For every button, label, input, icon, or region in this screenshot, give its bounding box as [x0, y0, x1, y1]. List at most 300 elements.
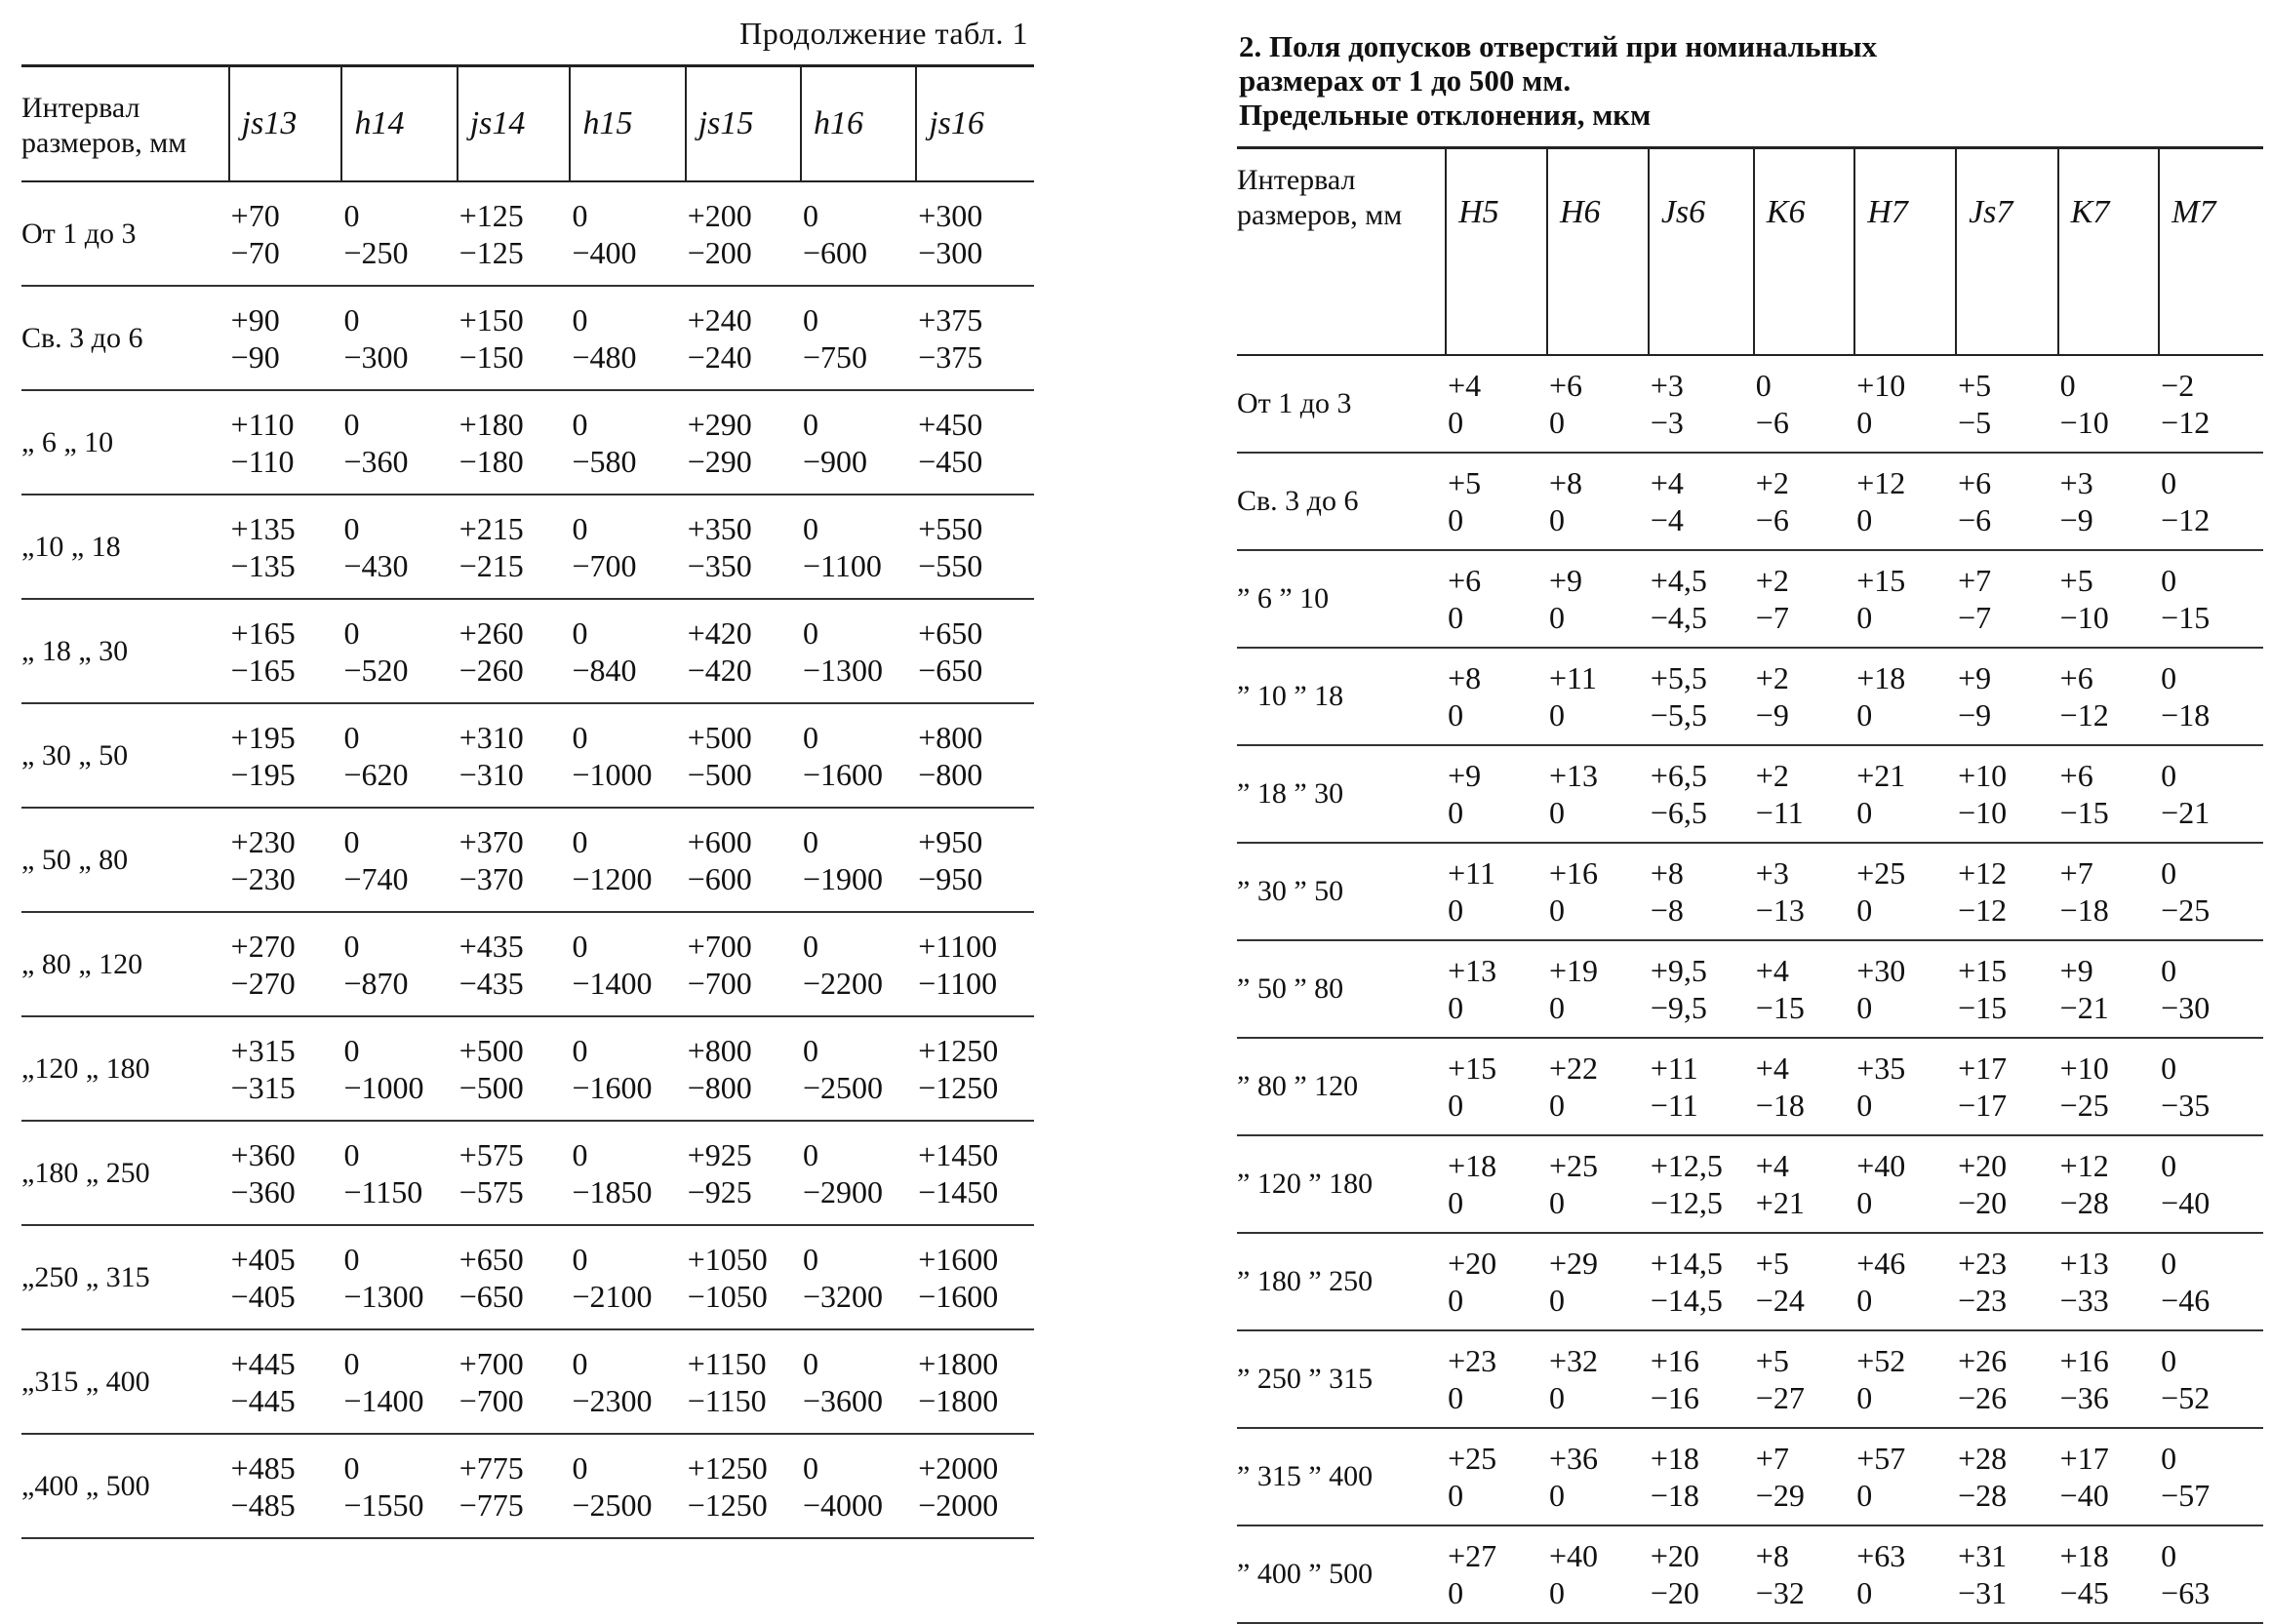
table-1-header-row: [21, 66, 1034, 182]
upper-deviation: +9: [1448, 758, 1482, 793]
upper-deviation: 0: [572, 614, 588, 651]
lower-deviation: −1400: [343, 1382, 424, 1418]
lower-deviation: −165: [230, 652, 296, 688]
lower-deviation: 0: [1548, 1478, 1565, 1513]
lower-deviation: −1250: [918, 1069, 999, 1105]
deviation-cell: [458, 808, 571, 912]
lower-deviation: 0: [1548, 600, 1565, 635]
upper-deviation: +4: [1755, 1050, 1789, 1086]
deviation-cell: [916, 181, 1034, 286]
lower-deviation: −575: [458, 1173, 524, 1209]
deviation-cell: [1956, 843, 2058, 940]
table-row: [1237, 1525, 2263, 1623]
lower-deviation: −150: [458, 338, 524, 375]
deviation-cell: [570, 181, 685, 286]
lower-deviation: −445: [230, 1382, 296, 1418]
deviation-cell: [1754, 648, 1854, 745]
lower-deviation: −52: [2161, 1380, 2211, 1415]
interval-label: ” 10 ” 18: [1237, 648, 1446, 745]
lower-deviation: 0: [1856, 1283, 1873, 1318]
lower-deviation: −36: [2059, 1380, 2109, 1415]
deviation-cell: [916, 1434, 1034, 1538]
upper-deviation: +31: [1958, 1538, 2008, 1573]
upper-deviation: 0: [572, 1032, 588, 1068]
upper-deviation: +7: [1755, 1441, 1789, 1476]
deviation-cell: [570, 1434, 685, 1538]
deviation-cell: [1446, 648, 1547, 745]
deviation-cell: [1649, 550, 1754, 648]
column-header: h15: [570, 66, 685, 182]
lower-deviation: 0: [1856, 1478, 1873, 1513]
lower-deviation: −580: [572, 443, 637, 479]
upper-deviation: +6: [1548, 368, 1583, 403]
lower-deviation: −3: [1650, 405, 1684, 440]
lower-deviation: −500: [687, 756, 752, 792]
lower-deviation: 0: [1548, 1185, 1565, 1220]
lower-deviation: 0: [1856, 1575, 1873, 1610]
upper-deviation: +10: [1856, 368, 1906, 403]
upper-deviation: 0: [2161, 1050, 2177, 1086]
upper-deviation: +18: [1856, 660, 1906, 695]
upper-deviation: +700: [687, 928, 752, 964]
upper-deviation: +6: [1448, 563, 1482, 598]
upper-deviation: −2: [2161, 368, 2195, 403]
lower-deviation: −24: [1755, 1283, 1805, 1318]
column-header: Js7: [1956, 148, 2058, 356]
lower-deviation: 0: [1448, 502, 1464, 537]
deviation-cell: [2058, 550, 2159, 648]
upper-deviation: +12: [2059, 1148, 2109, 1183]
deviation-cell: [570, 1121, 685, 1225]
deviation-cell: [686, 1225, 801, 1329]
deviation-cell: [686, 495, 801, 599]
deviation-cell: [1956, 1525, 2058, 1623]
deviation-cell: [1956, 1233, 2058, 1330]
upper-deviation: +18: [1448, 1148, 1497, 1183]
table-row: [21, 1016, 1034, 1121]
lower-deviation: −16: [1650, 1380, 1699, 1415]
deviation-cell: [229, 495, 342, 599]
upper-deviation: +2000: [918, 1449, 999, 1485]
upper-deviation: +25: [1548, 1148, 1599, 1183]
upper-deviation: 0: [343, 823, 360, 859]
upper-deviation: +21: [1856, 758, 1906, 793]
deviation-cell: [916, 390, 1034, 495]
upper-deviation: 0: [2161, 1441, 2177, 1476]
table-row: [21, 599, 1034, 703]
deviation-cell: [916, 703, 1034, 808]
lower-deviation: −29: [1755, 1478, 1805, 1513]
deviation-cell: [2159, 453, 2263, 550]
column-header: js14: [458, 66, 571, 182]
lower-deviation: −20: [1650, 1575, 1699, 1610]
lower-deviation: −32: [1755, 1575, 1805, 1610]
deviation-cell: [801, 1329, 916, 1434]
deviation-cell: [2058, 355, 2159, 453]
lower-deviation: −12: [2059, 697, 2109, 733]
deviation-cell: [1446, 355, 1547, 453]
deviation-cell: [1854, 1428, 1956, 1525]
deviation-cell: [570, 912, 685, 1016]
lower-deviation: −57: [2161, 1478, 2211, 1513]
lower-deviation: −25: [2059, 1088, 2109, 1123]
interval-label: От 1 до 3: [21, 181, 229, 286]
table-1-caption: Продолжение табл. 1: [739, 16, 1028, 51]
deviation-cell: [801, 1121, 916, 1225]
lower-deviation: −1400: [572, 965, 653, 1001]
upper-deviation: 0: [572, 406, 588, 442]
deviation-cell: [570, 390, 685, 495]
lower-deviation: 0: [1548, 1283, 1565, 1318]
lower-deviation: −310: [458, 756, 524, 792]
table-2-title-line: 2. Поля допусков отверстий при номинальных: [1239, 29, 1878, 63]
deviation-cell: [1446, 1233, 1547, 1330]
lower-deviation: −1300: [802, 652, 884, 688]
upper-deviation: +12: [1856, 465, 1906, 500]
upper-deviation: 0: [2059, 368, 2076, 403]
lower-deviation: −435: [458, 965, 524, 1001]
lower-deviation: −28: [2059, 1185, 2109, 1220]
upper-deviation: +40: [1856, 1148, 1906, 1183]
deviation-cell: [916, 808, 1034, 912]
upper-deviation: +435: [458, 928, 524, 964]
interval-label: ” 400 ” 500: [1237, 1525, 1446, 1623]
lower-deviation: −1550: [343, 1486, 424, 1523]
interval-label: ” 50 ” 80: [1237, 940, 1446, 1038]
upper-deviation: 0: [802, 510, 818, 546]
upper-deviation: +18: [1650, 1441, 1699, 1476]
lower-deviation: −4: [1650, 502, 1684, 537]
deviation-cell: [1649, 1233, 1754, 1330]
lower-deviation: −25: [2161, 892, 2211, 928]
upper-deviation: +485: [230, 1449, 296, 1485]
deviation-cell: [1754, 843, 1854, 940]
deviation-cell: [2159, 1135, 2263, 1233]
deviation-cell: [458, 1329, 571, 1434]
lower-deviation: 0: [1856, 795, 1873, 830]
lower-deviation: −27: [1755, 1380, 1805, 1415]
lower-deviation: −485: [230, 1486, 296, 1523]
deviation-cell: [1956, 453, 2058, 550]
deviation-cell: [1649, 940, 1754, 1038]
upper-deviation: +375: [918, 301, 983, 337]
deviation-cell: [1754, 355, 1854, 453]
upper-deviation: +240: [687, 301, 752, 337]
lower-deviation: −500: [458, 1069, 524, 1105]
table-row: [1237, 1330, 2263, 1428]
lower-deviation: −3200: [802, 1278, 884, 1314]
upper-deviation: 0: [802, 928, 818, 964]
deviation-cell: [341, 181, 457, 286]
deviation-cell: [1446, 1330, 1547, 1428]
upper-deviation: 0: [572, 301, 588, 337]
lower-deviation: −110: [230, 443, 295, 479]
lower-deviation: −1100: [802, 547, 882, 583]
upper-deviation: 0: [343, 1032, 360, 1068]
lower-deviation: −63: [2161, 1575, 2211, 1610]
upper-deviation: +63: [1856, 1538, 1906, 1573]
lower-deviation: −180: [458, 443, 524, 479]
deviation-cell: [1854, 550, 1956, 648]
table-row: [21, 1121, 1034, 1225]
upper-deviation: +6: [2059, 660, 2093, 695]
upper-deviation: 0: [2161, 660, 2177, 695]
deviation-cell: [1547, 648, 1649, 745]
deviation-cell: [1754, 453, 1854, 550]
deviation-cell: [2058, 1135, 2159, 1233]
lower-deviation: −1300: [343, 1278, 424, 1314]
lower-deviation: 0: [1856, 990, 1873, 1025]
upper-deviation: +300: [918, 197, 983, 233]
deviation-cell: [916, 912, 1034, 1016]
lower-deviation: −90: [230, 338, 280, 375]
interval-header: [1237, 148, 1446, 356]
interval-label: Св. 3 до 6: [21, 286, 229, 390]
deviation-cell: [801, 1225, 916, 1329]
deviation-cell: [458, 495, 571, 599]
table-row: [1237, 355, 2263, 453]
upper-deviation: 0: [802, 823, 818, 859]
deviation-cell: [341, 703, 457, 808]
deviation-cell: [686, 1434, 801, 1538]
lower-deviation: −300: [918, 234, 983, 270]
lower-deviation: −620: [343, 756, 409, 792]
interval-header-line: размеров, мм: [1237, 199, 1403, 231]
upper-deviation: 0: [343, 510, 360, 546]
lower-deviation: 0: [1548, 502, 1565, 537]
lower-deviation: −2300: [572, 1382, 653, 1418]
lower-deviation: −840: [572, 652, 637, 688]
deviation-cell: [2058, 1038, 2159, 1135]
lower-deviation: −1000: [572, 756, 653, 792]
table-1: [21, 64, 1034, 1539]
deviation-cell: [801, 181, 916, 286]
lower-deviation: −800: [687, 1069, 752, 1105]
lower-deviation: 0: [1448, 1478, 1464, 1513]
deviation-cell: [570, 599, 685, 703]
lower-deviation: 0: [1448, 1185, 1464, 1220]
deviation-cell: [1854, 940, 1956, 1038]
upper-deviation: 0: [343, 197, 360, 233]
deviation-cell: [1956, 1330, 2058, 1428]
column-header: H7: [1854, 148, 1956, 356]
lower-deviation: −15: [1958, 990, 2008, 1025]
lower-deviation: −925: [687, 1173, 752, 1209]
lower-deviation: 0: [1448, 1088, 1464, 1123]
upper-deviation: +32: [1548, 1343, 1599, 1378]
upper-deviation: +500: [458, 1032, 524, 1068]
interval-label: ” 18 ” 30: [1237, 745, 1446, 843]
deviation-cell: [1854, 745, 1956, 843]
upper-deviation: +600: [687, 823, 752, 859]
interval-label: „ 6 „ 10: [21, 390, 229, 495]
lower-deviation: −2500: [802, 1069, 884, 1105]
upper-deviation: +10: [2059, 1050, 2109, 1086]
deviation-cell: [686, 703, 801, 808]
lower-deviation: −45: [2059, 1575, 2109, 1610]
interval-label: „400 „ 500: [21, 1434, 229, 1538]
upper-deviation: +165: [230, 614, 296, 651]
upper-deviation: 0: [343, 719, 360, 755]
column-header: M7: [2159, 148, 2263, 356]
deviation-cell: [1547, 940, 1649, 1038]
lower-deviation: −360: [343, 443, 409, 479]
upper-deviation: 0: [572, 719, 588, 755]
interval-header-line: размеров, мм: [21, 127, 187, 159]
lower-deviation: −1600: [802, 756, 884, 792]
lower-deviation: −1900: [802, 860, 884, 896]
deviation-cell: [229, 703, 342, 808]
lower-deviation: 0: [1548, 1575, 1565, 1610]
upper-deviation: 0: [2161, 465, 2177, 500]
upper-deviation: +22: [1548, 1050, 1599, 1086]
upper-deviation: +575: [458, 1136, 524, 1172]
upper-deviation: +8: [1650, 855, 1684, 891]
lower-deviation: −8: [1650, 892, 1684, 928]
upper-deviation: 0: [2161, 563, 2177, 598]
table-row: [1237, 648, 2263, 745]
upper-deviation: 0: [802, 197, 818, 233]
deviation-cell: [1547, 1135, 1649, 1233]
deviation-cell: [1547, 843, 1649, 940]
lower-deviation: −18: [1755, 1088, 1805, 1123]
lower-deviation: −26: [1958, 1380, 2008, 1415]
upper-deviation: +9: [1548, 563, 1583, 598]
deviation-cell: [1956, 355, 2058, 453]
lower-deviation: −12: [2161, 502, 2211, 537]
upper-deviation: +13: [1548, 758, 1599, 793]
interval-label: „ 80 „ 120: [21, 912, 229, 1016]
deviation-cell: [1649, 1525, 1754, 1623]
upper-deviation: +315: [230, 1032, 296, 1068]
deviation-cell: [1754, 1330, 1854, 1428]
deviation-cell: [686, 181, 801, 286]
lower-deviation: −18: [2059, 892, 2109, 928]
interval-label: ” 80 ” 120: [1237, 1038, 1446, 1135]
lower-deviation: −2100: [572, 1278, 653, 1314]
upper-deviation: +1150: [687, 1345, 767, 1381]
deviation-cell: [2159, 1330, 2263, 1428]
upper-deviation: +135: [230, 510, 296, 546]
lower-deviation: −18: [1650, 1478, 1699, 1513]
lower-deviation: −6: [1755, 502, 1789, 537]
deviation-cell: [341, 1225, 457, 1329]
upper-deviation: +14,5: [1650, 1246, 1723, 1281]
upper-deviation: 0: [343, 1241, 360, 1277]
upper-deviation: 0: [802, 301, 818, 337]
deviation-cell: [1649, 1330, 1754, 1428]
lower-deviation: −350: [687, 547, 752, 583]
upper-deviation: +3: [1650, 368, 1684, 403]
lower-deviation: −1000: [343, 1069, 424, 1105]
lower-deviation: −11: [1650, 1088, 1698, 1123]
lower-deviation: −135: [230, 547, 296, 583]
upper-deviation: +46: [1856, 1246, 1906, 1281]
upper-deviation: +5,5: [1650, 660, 1707, 695]
column-header: H5: [1446, 148, 1547, 356]
lower-deviation: 0: [1548, 405, 1565, 440]
table-row: [21, 181, 1034, 286]
lower-deviation: −240: [687, 338, 752, 375]
upper-deviation: +360: [230, 1136, 296, 1172]
deviation-cell: [2159, 745, 2263, 843]
deviation-cell: [1649, 745, 1754, 843]
deviation-cell: [801, 912, 916, 1016]
lower-deviation: −1450: [918, 1173, 999, 1209]
upper-deviation: +270: [230, 928, 296, 964]
upper-deviation: +90: [230, 301, 280, 337]
lower-deviation: −700: [458, 1382, 524, 1418]
lower-deviation: 0: [1856, 600, 1873, 635]
deviation-cell: [458, 286, 571, 390]
table-row: [21, 1434, 1034, 1538]
deviation-cell: [2159, 1233, 2263, 1330]
interval-label: „250 „ 315: [21, 1225, 229, 1329]
lower-deviation: −6: [1755, 405, 1789, 440]
upper-deviation: +30: [1856, 953, 1906, 988]
upper-deviation: +8: [1755, 1538, 1789, 1573]
deviation-cell: [1754, 1525, 1854, 1623]
deviation-cell: [1854, 1330, 1956, 1428]
upper-deviation: 0: [572, 510, 588, 546]
deviation-cell: [2159, 940, 2263, 1038]
deviation-cell: [341, 1329, 457, 1434]
upper-deviation: +1100: [918, 928, 998, 964]
upper-deviation: +20: [1650, 1538, 1699, 1573]
lower-deviation: −550: [918, 547, 983, 583]
interval-label: „315 „ 400: [21, 1329, 229, 1434]
lower-deviation: −7: [1958, 600, 1992, 635]
upper-deviation: +5: [2059, 563, 2093, 598]
deviation-cell: [341, 286, 457, 390]
upper-deviation: +15: [1448, 1050, 1497, 1086]
deviation-cell: [2058, 1233, 2159, 1330]
upper-deviation: 0: [2161, 855, 2177, 891]
deviation-cell: [2058, 1428, 2159, 1525]
upper-deviation: 0: [2161, 1246, 2177, 1281]
upper-deviation: +800: [918, 719, 983, 755]
upper-deviation: +405: [230, 1241, 296, 1277]
lower-deviation: −1100: [918, 965, 998, 1001]
lower-deviation: −1600: [918, 1278, 999, 1314]
table-row: [21, 808, 1034, 912]
lower-deviation: −15: [2059, 795, 2109, 830]
upper-deviation: +25: [1448, 1441, 1497, 1476]
deviation-cell: [341, 1016, 457, 1121]
lower-deviation: −450: [918, 443, 983, 479]
lower-deviation: −12: [2161, 405, 2211, 440]
interval-label: „10 „ 18: [21, 495, 229, 599]
lower-deviation: −1050: [687, 1278, 768, 1314]
deviation-cell: [229, 1434, 342, 1538]
lower-deviation: −1200: [572, 860, 653, 896]
deviation-cell: [1446, 1038, 1547, 1135]
lower-deviation: −31: [1958, 1575, 2008, 1610]
upper-deviation: +35: [1856, 1050, 1906, 1086]
lower-deviation: −600: [802, 234, 868, 270]
lower-deviation: −800: [918, 756, 983, 792]
deviation-cell: [686, 390, 801, 495]
deviation-cell: [2058, 1525, 2159, 1623]
upper-deviation: +4: [1755, 1148, 1789, 1183]
upper-deviation: +925: [687, 1136, 752, 1172]
interval-label: ” 120 ” 180: [1237, 1135, 1446, 1233]
deviation-cell: [1547, 1330, 1649, 1428]
lower-deviation: 0: [1448, 1283, 1464, 1318]
upper-deviation: 0: [343, 1345, 360, 1381]
deviation-cell: [1649, 1038, 1754, 1135]
deviation-cell: [229, 808, 342, 912]
